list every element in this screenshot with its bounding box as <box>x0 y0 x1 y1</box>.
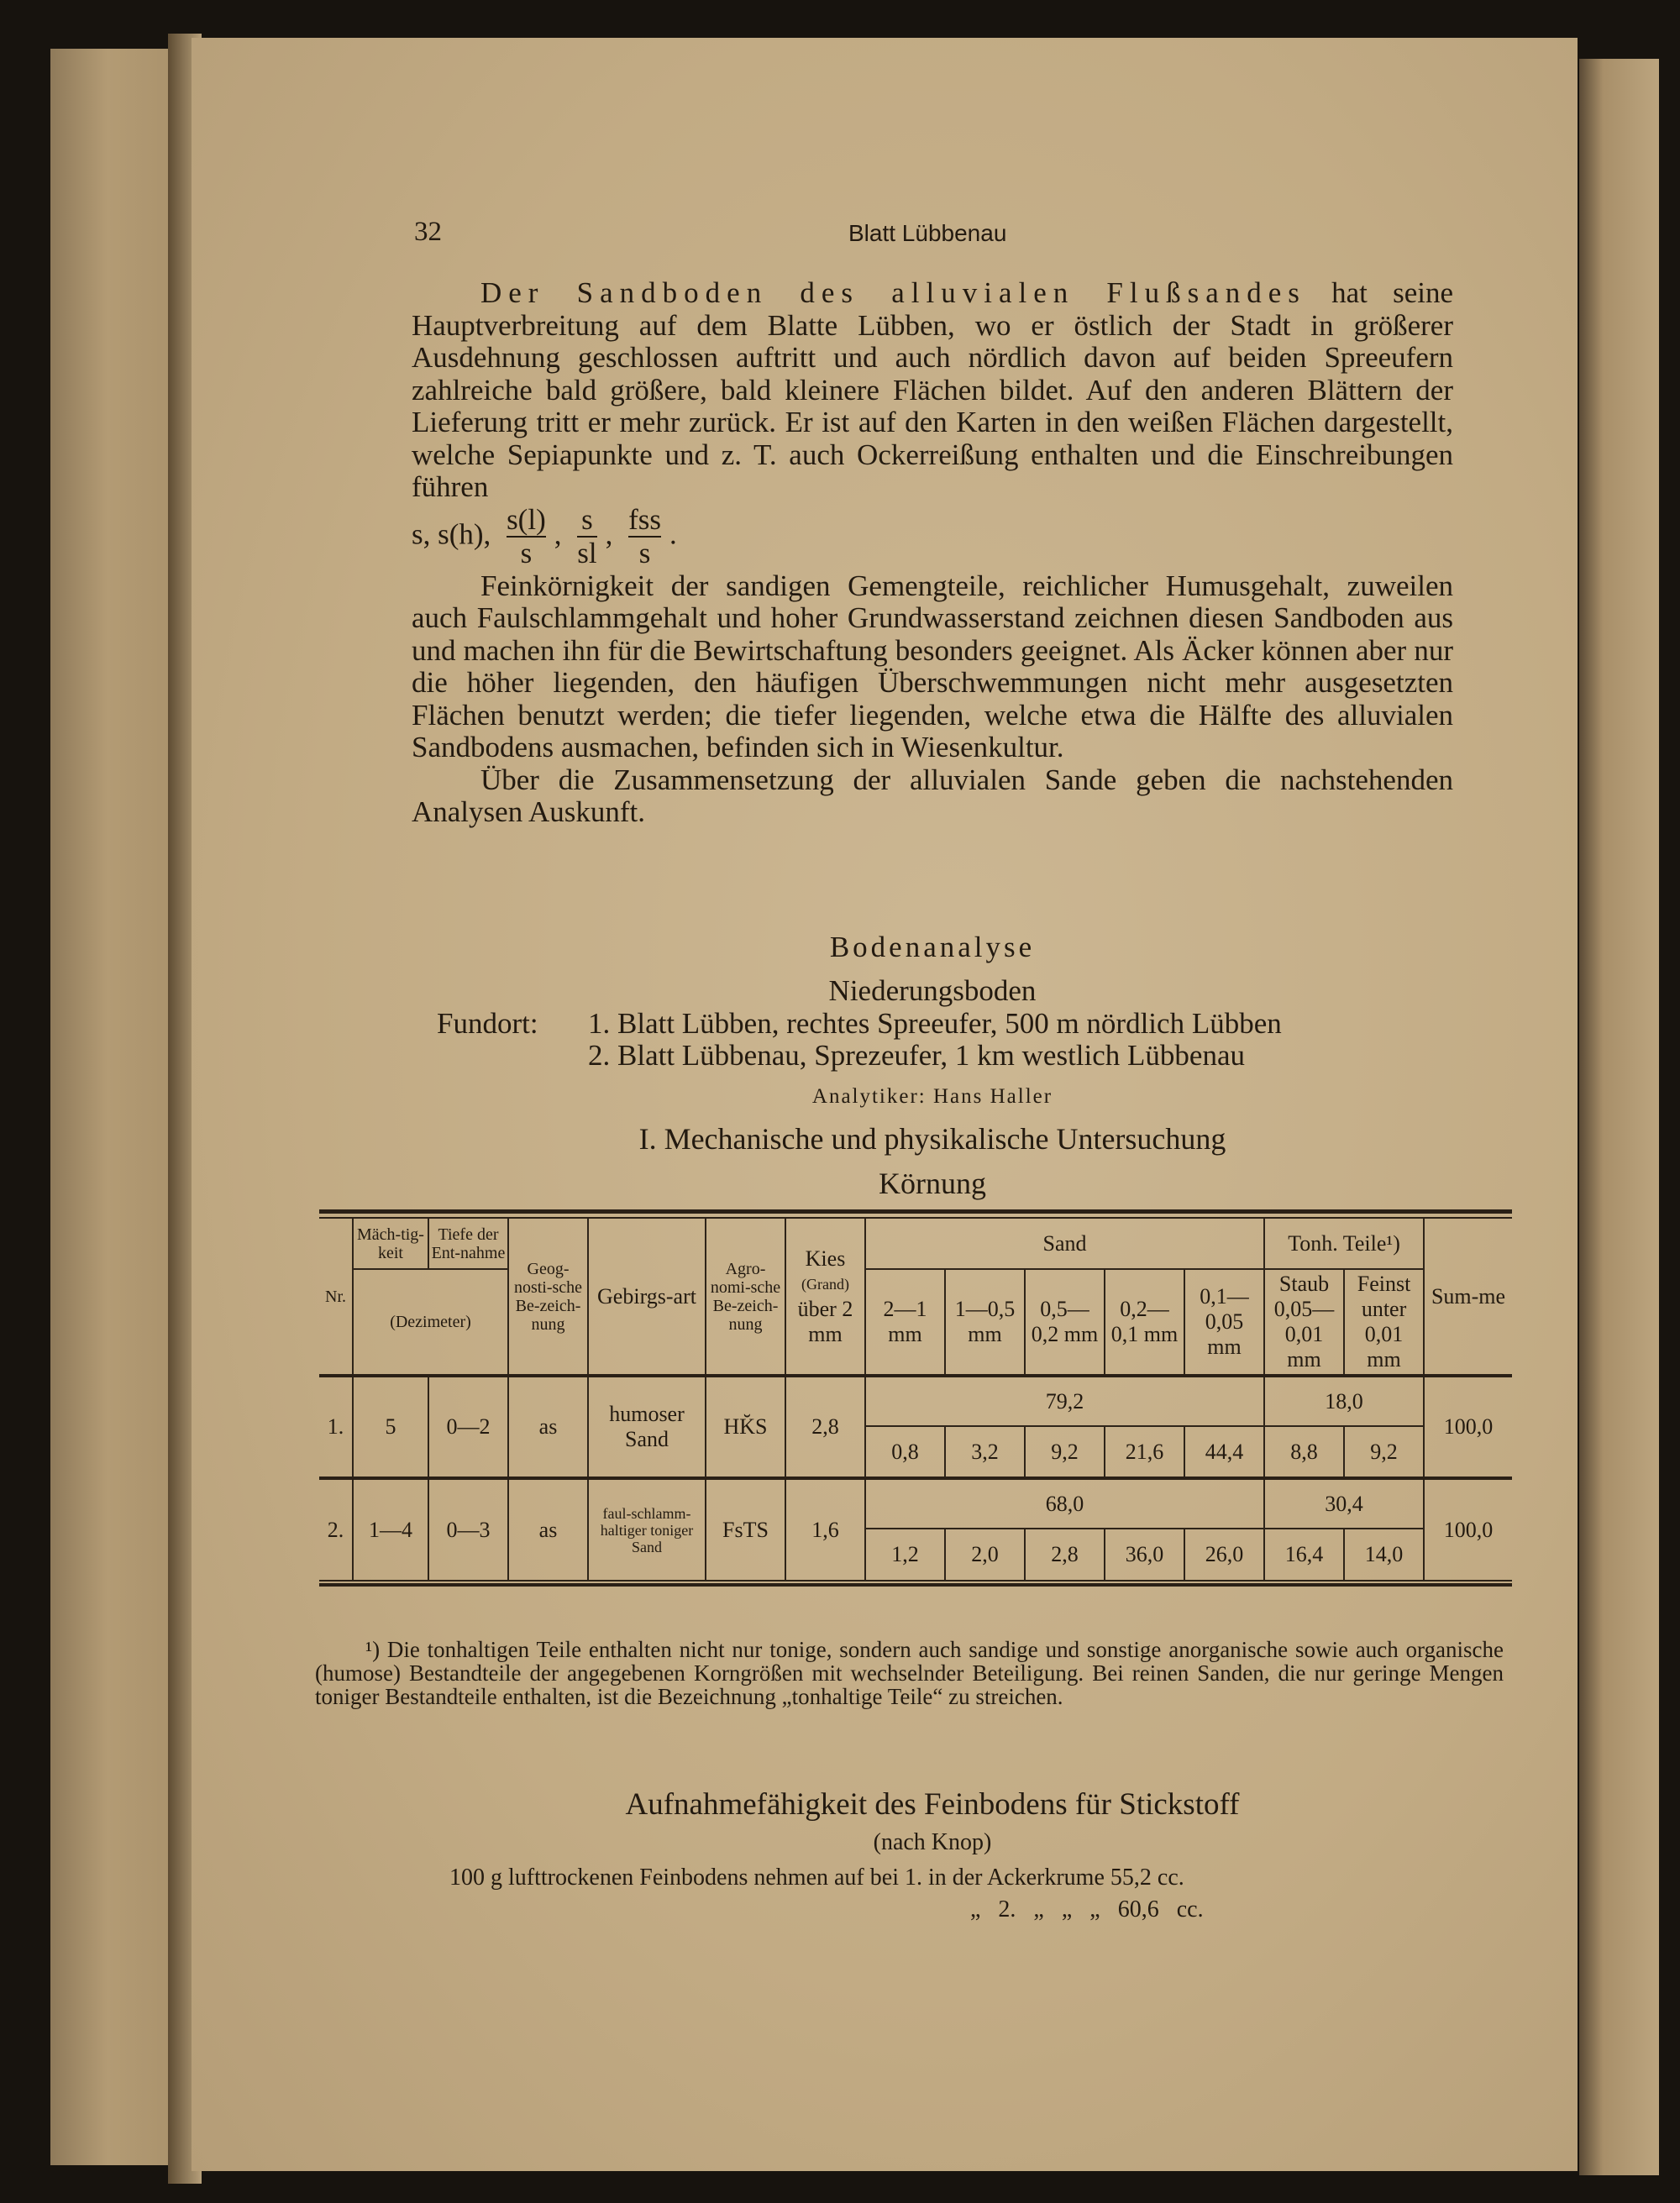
col-kies: Kies (Grand) über 2 mm <box>785 1219 865 1376</box>
emphasized-term: Der Sandboden des alluvialen Flußsandes <box>480 276 1306 309</box>
col-sand-1-05: 1—0,5 mm <box>945 1269 1025 1376</box>
row2-staub: 16,4 <box>1264 1529 1344 1581</box>
row1-nr: 1. <box>319 1376 353 1478</box>
fundort-label: Fundort: <box>437 1007 538 1040</box>
col-staub: Staub 0,05— 0,01 mm <box>1264 1269 1344 1376</box>
analysis-subtitle: Niederungsboden <box>828 974 1037 1007</box>
col-feinst: Feinst unter 0,01 mm <box>1344 1269 1424 1376</box>
row1-sand-total: 79,2 <box>865 1376 1264 1426</box>
soil-table <box>319 1219 1512 1581</box>
row2-maechtigkeit: 1—4 <box>353 1478 428 1581</box>
col-sand-02-01: 0,2— 0,1 mm <box>1105 1269 1184 1376</box>
row2-s5: 26,0 <box>1184 1529 1264 1581</box>
row1-s5: 44,4 <box>1184 1426 1264 1478</box>
row2-sand-total: 68,0 <box>865 1478 1264 1529</box>
row2-geog: as <box>508 1478 588 1581</box>
section-heading: I. Mechanische und physikalische Untersuchung <box>638 1122 1226 1156</box>
row1-gebirgsart: humoser Sand <box>588 1376 706 1478</box>
col-sand-01-005: 0,1— 0,05 mm <box>1184 1269 1264 1376</box>
paragraph-1: Der Sandboden des alluvialen Flußsandes hat seine Hauptverbreitung auf dem Blatte Lübben, wo er östlich der Stadt in größerer Ausdehnung geschlossen auftritt und auch nördlich davon auf beiden Spreeufern zahlreiche bald größere, bald kleinere Flächen bildet. Auf den anderen Blättern der Lieferung tritt er mehr zurück. Er ist auf den Karten in den weißen Flächen dargestellt, welche Sepiapunkte und z. T. auch Ockerreißung enthalten und die Einschreibungen führen <box>412 276 1454 503</box>
soil-table-wrap <box>319 1209 1512 1587</box>
col-tonhaltige-teile: Tonh. Teile¹) <box>1264 1219 1424 1269</box>
row1-s3: 9,2 <box>1025 1426 1105 1478</box>
col-sand-2-1: 2—1 mm <box>865 1269 945 1376</box>
col-geognostisch: Geog-nosti-sche Be-zeich-nung <box>508 1219 588 1376</box>
row1-kies: 2,8 <box>785 1376 865 1478</box>
analyst: Analytiker: Hans Haller <box>811 1085 1053 1108</box>
row1-ton-total: 18,0 <box>1264 1376 1424 1426</box>
row2-kies: 1,6 <box>785 1478 865 1581</box>
row2-ton-total: 30,4 <box>1264 1478 1424 1529</box>
row1-s4: 21,6 <box>1105 1426 1184 1478</box>
col-sand: Sand <box>865 1219 1264 1269</box>
map-symbols-formula: s, s(h), $\frac{s(l)}{s}$ , $\frac{s}{sl}$ , fss s . <box>412 502 677 569</box>
page-number: 32 <box>414 217 442 247</box>
row1-s2: 3,2 <box>945 1426 1025 1478</box>
nitrogen-subtitle: (nach Knop) <box>873 1829 992 1855</box>
col-maechtigkeit: Mäch-tig-keit <box>353 1219 428 1269</box>
analysis-title: Bodenanalyse <box>829 931 1036 963</box>
row2-feinst: 14,0 <box>1344 1529 1424 1581</box>
row2-s2: 2,0 <box>945 1529 1025 1581</box>
running-title: Blatt Lübbenau <box>848 220 1007 246</box>
row2-summe: 100,0 <box>1424 1478 1512 1581</box>
col-nr: Nr. <box>319 1219 353 1376</box>
row1-summe: 100,0 <box>1424 1376 1512 1478</box>
table-top-rule <box>319 1209 1512 1214</box>
body-text <box>412 277 1453 829</box>
row1-tiefe: 0—2 <box>428 1376 508 1478</box>
row2-s3: 2,8 <box>1025 1529 1105 1581</box>
row1-agro: HK̆S <box>706 1376 785 1478</box>
fundort-1: 1. Blatt Lübben, rechtes Spreeufer, 500 m nördlich Lübben <box>588 1007 1282 1040</box>
fundort-block <box>437 1008 1282 1072</box>
col-tiefe: Tiefe der Ent-nahme <box>428 1219 508 1269</box>
col-gebirgsart: Gebirgs-art <box>588 1219 706 1376</box>
row1-maechtigkeit: 5 <box>353 1376 428 1478</box>
nitrogen-line-2: „ 2. „ „ „ 60,6 cc. <box>970 1896 1204 1922</box>
footnote: ¹) Die tonhaltigen Teile enthalten nicht nur tonige, sondern auch sandige und sonstige anorganische sowie auch organische (humose) Bestandteile der angegebenen Korngrößen mit wechselnder Beteiligung. Bei reinen Sanden, die nur geringe Mengen toniger Bestandteile enthalten, ist die Bezeichnung „tonhaltige Teile“ zu streichen. <box>315 1637 1504 1709</box>
fundort-2: 2. Blatt Lübbenau, Sprezeufer, 1 km westlich Lübbenau <box>588 1039 1245 1072</box>
col-summe: Sum-me <box>1424 1219 1512 1376</box>
nitrogen-line-1: 100 g lufttrockenen Feinbodens nehmen auf bei 1. in der Ackerkrume 55,2 cc. <box>449 1865 1184 1891</box>
row1-staub: 8,8 <box>1264 1426 1344 1478</box>
nitrogen-title: Aufnahmefähigkeit des Feinbodens für Stickstoff <box>625 1787 1240 1822</box>
row1-s1: 0,8 <box>865 1426 945 1478</box>
row2-tiefe: 0—3 <box>428 1478 508 1581</box>
table-title: Körnung <box>879 1167 986 1200</box>
col-unit-dezimeter: (Dezimeter) <box>353 1269 508 1376</box>
paragraph-3: Über die Zusammensetzung der alluvialen Sande geben die nachstehenden Analysen Auskunft. <box>412 763 1453 828</box>
row1-feinst: 9,2 <box>1344 1426 1424 1478</box>
paragraph-2: Feinkörnigkeit der sandigen Gemengteile, reichlicher Humusgehalt, zuweilen auch Faulschlammgehalt und hoher Grundwasserstand zeichnen diesen Sandboden aus und machen ihn für die Bewirtschaftung besonders geeignet. Als Äcker können aber nur die höher liegenden, den häufigen Überschwemmungen nicht mehr ausgesetzten Flächen benutzt werden; die tiefer liegenden, welche etwa die Hälfte des alluvialen Sandbodens ausmachen, befinden sich in Wiesenkultur. <box>412 569 1453 763</box>
row2-gebirgsart: faul-schlamm-haltiger toniger Sand <box>588 1478 706 1581</box>
row2-s4: 36,0 <box>1105 1529 1184 1581</box>
table-bottom-rule <box>319 1583 1512 1587</box>
row2-agro: FsTS <box>706 1478 785 1581</box>
row2-s1: 1,2 <box>865 1529 945 1581</box>
col-sand-05-02: 0,5— 0,2 mm <box>1025 1269 1105 1376</box>
row2-nr: 2. <box>319 1478 353 1581</box>
page-stack-right <box>1579 59 1659 2175</box>
row1-geog: as <box>508 1376 588 1478</box>
col-agronomisch: Agro-nomi-sche Be-zeich-nung <box>706 1219 785 1376</box>
